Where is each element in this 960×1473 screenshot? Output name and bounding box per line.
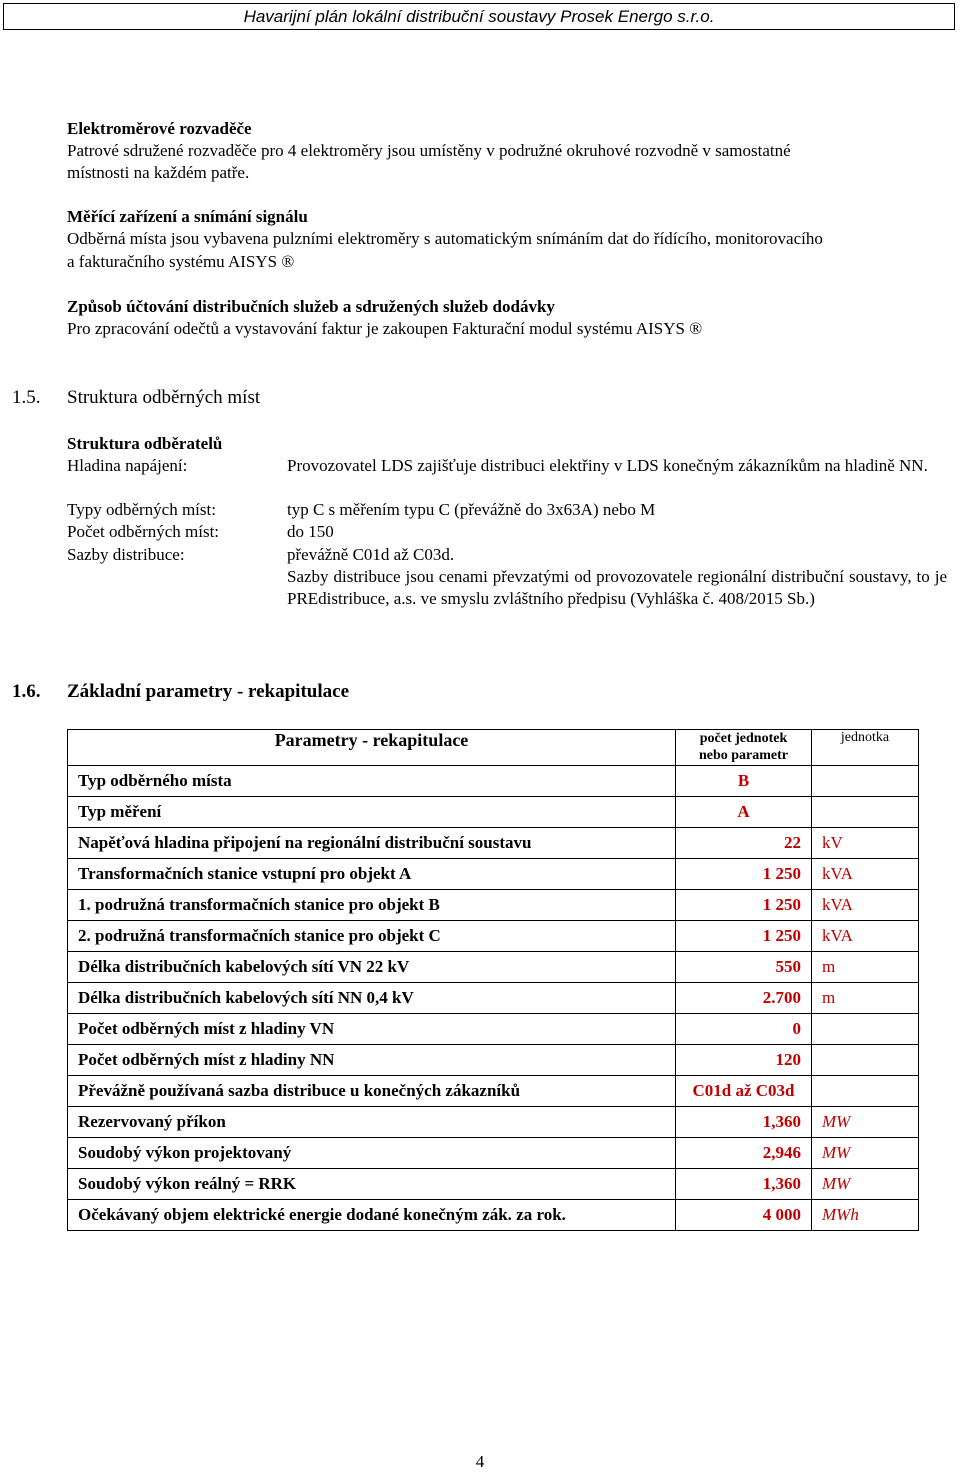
row-value: 550	[676, 952, 812, 983]
row-label: Transformačních stanice vstupní pro objekt A	[68, 859, 676, 890]
row-unit	[812, 766, 919, 797]
row-label: Soudobý výkon projektovaný	[68, 1138, 676, 1169]
row-value: 1,360	[676, 1169, 812, 1200]
section-1-5-text: Struktura odběrných míst	[67, 387, 261, 408]
table-row	[68, 1107, 919, 1138]
row-label: Typ odběrného místa	[68, 766, 676, 797]
header-title: Havarijní plán lokální distribuční soustavy Prosek Energo s.r.o.	[243, 7, 715, 26]
row-value: 1 250	[676, 859, 812, 890]
section-1-6-number: 1.6.	[12, 681, 41, 702]
row-unit: kVA	[812, 890, 919, 921]
rozvadece-heading: Elektroměrové rozvaděče	[67, 119, 252, 138]
row-value: 2.700	[676, 983, 812, 1014]
table-row	[68, 1014, 919, 1045]
row-label: Délka distribučních kabelových sítí VN 22 kV	[68, 952, 676, 983]
sazby-value: převážně C01d až C03d.	[287, 545, 455, 564]
sazby-note: Sazby distribuce jsou cenami převzatými od provozovatele regionální distribuční soustavy, to je PREdistribuce, a.s. ve smyslu zvláštního předpisu (Vyhláška č. 408/2015 Sb.)	[287, 567, 947, 608]
sazby-label: Sazby distribuce:	[67, 545, 185, 564]
table-row	[68, 1076, 919, 1107]
row-unit	[812, 1045, 919, 1076]
typy-label: Typy odběrných míst:	[67, 500, 216, 519]
section-1-6-text: Základní parametry - rekapitulace	[67, 681, 350, 702]
row-label: Převážně používaná sazba distribuce u konečných zákazníků	[68, 1076, 676, 1107]
row-value: 2,946	[676, 1138, 812, 1169]
table-row	[68, 1169, 919, 1200]
row-value: B	[676, 766, 812, 797]
odberatele-subheading: Struktura odběratelů	[67, 434, 223, 453]
row-label: Délka distribučních kabelových sítí NN 0,4 kV	[68, 983, 676, 1014]
table-row	[68, 766, 919, 797]
row-value: 1 250	[676, 890, 812, 921]
row-unit: MW	[812, 1107, 919, 1138]
row-unit: MWh	[812, 1200, 919, 1231]
table-header-row	[68, 730, 919, 766]
table-row	[68, 983, 919, 1014]
row-unit: m	[812, 952, 919, 983]
pocet-label: Počet odběrných míst:	[67, 522, 220, 541]
mereni-heading: Měřící zařízení a snímání signálu	[67, 207, 308, 226]
row-unit	[812, 797, 919, 828]
row-unit: m	[812, 983, 919, 1014]
section-1-5-title	[12, 386, 260, 410]
row-label: Počet odběrných míst z hladiny NN	[68, 1045, 676, 1076]
row-value: 1,360	[676, 1107, 812, 1138]
row-label: Počet odběrných míst z hladiny VN	[68, 1014, 676, 1045]
row-label: Rezervovaný příkon	[68, 1107, 676, 1138]
row-label: Typ měření	[68, 797, 676, 828]
typy-value: typ C s měřením typu C (převážně do 3x63A) nebo M	[287, 500, 656, 519]
uctovani-text: Pro zpracování odečtů a vystavování faktur je zakoupen Fakturační modul systému AISYS ®	[67, 319, 703, 338]
row-value: C01d až C03d	[676, 1076, 812, 1107]
row-value: 120	[676, 1045, 812, 1076]
row-unit	[812, 1076, 919, 1107]
header-parameters: Parametry - rekapitulace	[68, 730, 676, 766]
row-label: Napěťová hladina připojení na regionální distribuční soustavu	[68, 828, 676, 859]
rozvadece-line-1: Patrové sdružené rozvaděče pro 4 elektroměry jsou umístěny v podružné okruhové rozvodně v samostatné	[67, 141, 791, 160]
row-value: 4 000	[676, 1200, 812, 1231]
table-row	[68, 921, 919, 952]
table-row	[68, 890, 919, 921]
parameters-table	[67, 729, 919, 1231]
row-unit: MW	[812, 1138, 919, 1169]
table-row	[68, 828, 919, 859]
row-unit: MW	[812, 1169, 919, 1200]
hladina-label: Hladina napájení:	[67, 456, 188, 475]
uctovani-heading: Způsob účtování distribučních služeb a sdružených služeb dodávky	[67, 297, 555, 316]
mereni-line-1: Odběrná místa jsou vybavena pulzními elektroměry s automatickým snímáním dat do řídícího, monitorovacího	[67, 229, 823, 248]
table-row	[68, 1045, 919, 1076]
table-row	[68, 1200, 919, 1231]
row-value: 22	[676, 828, 812, 859]
section-1-6-title	[12, 680, 349, 704]
table-row	[68, 797, 919, 828]
row-unit	[812, 1014, 919, 1045]
row-value: 0	[676, 1014, 812, 1045]
row-label: Soudobý výkon reálný = RRK	[68, 1169, 676, 1200]
hladina-value: Provozovatel LDS zajišťuje distribuci elektřiny v LDS konečným zákazníkům na hladině NN.	[287, 456, 928, 475]
table-row	[68, 1138, 919, 1169]
row-value: 1 250	[676, 921, 812, 952]
row-value: A	[676, 797, 812, 828]
mereni-line-2: a fakturačního systému AISYS ®	[67, 252, 295, 271]
rozvadece-line-2: místnosti na každém patře.	[67, 163, 250, 182]
page-number: 4	[475, 1452, 485, 1471]
row-label: 1. podružná transformačních stanice pro objekt B	[68, 890, 676, 921]
table-row	[68, 859, 919, 890]
document-header	[3, 3, 955, 30]
row-unit: kV	[812, 828, 919, 859]
row-label: 2. podružná transformačních stanice pro objekt C	[68, 921, 676, 952]
section-1-5-number: 1.5.	[12, 387, 41, 408]
header-count: počet jednotek nebo parametr	[676, 730, 812, 766]
pocet-value: do 150	[287, 522, 334, 541]
table-row	[68, 952, 919, 983]
row-label: Očekávaný objem elektrické energie dodané konečným zák. za rok.	[68, 1200, 676, 1231]
row-unit: kVA	[812, 921, 919, 952]
header-unit: jednotka	[812, 730, 919, 766]
row-unit: kVA	[812, 859, 919, 890]
